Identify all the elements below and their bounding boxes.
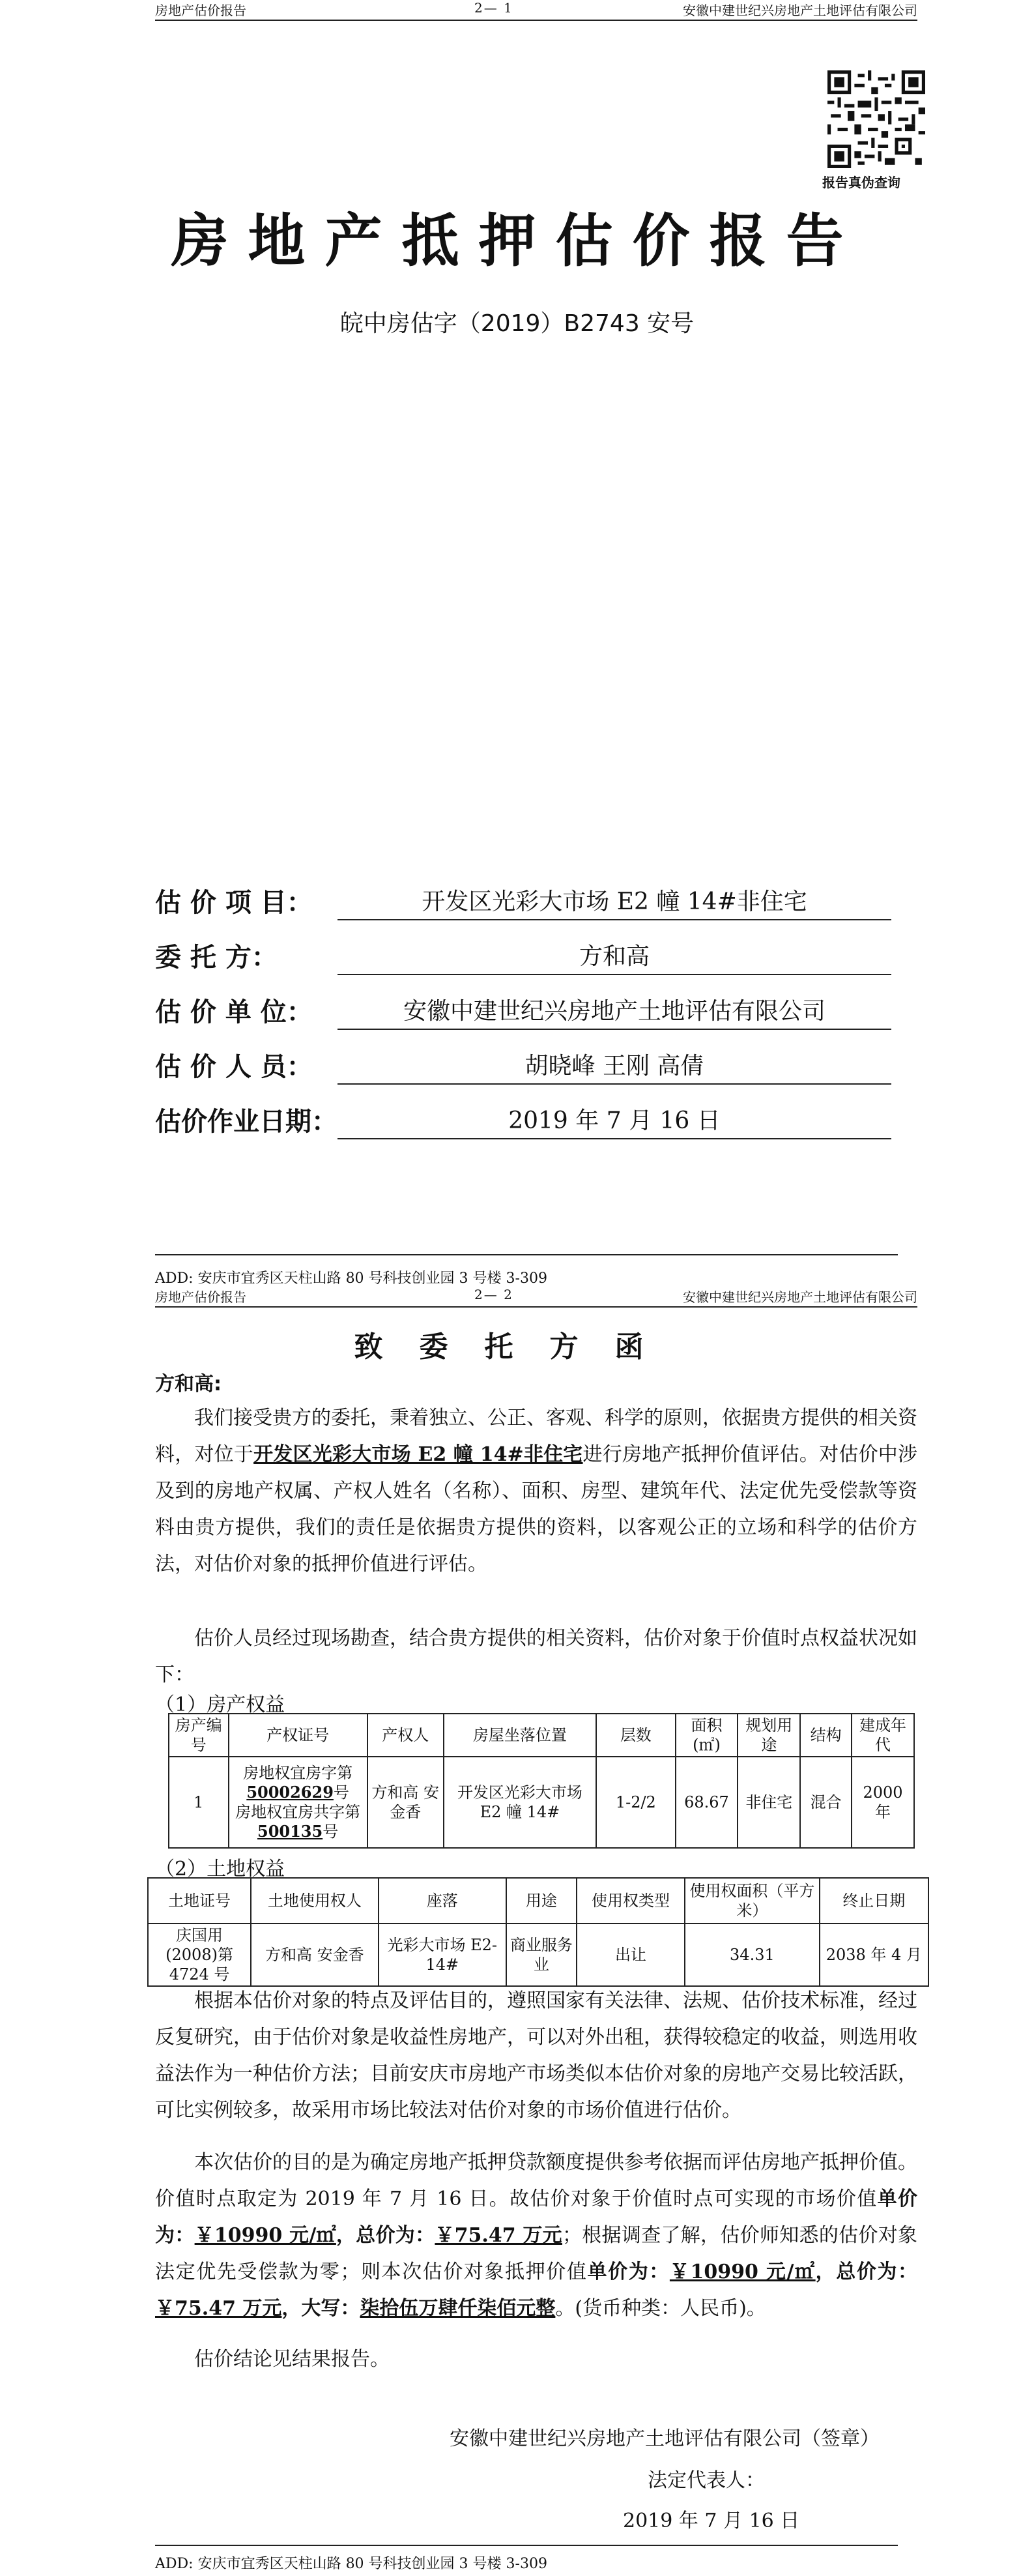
info-value: 开发区光彩大市场 E2 幢 14#非住宅	[422, 888, 807, 915]
table-header: 土地证号	[148, 1878, 251, 1924]
property-name: 开发区光彩大市场 E2 幢 14#非住宅	[253, 1443, 583, 1466]
page2-header	[155, 1287, 917, 1308]
table-header: 规划用途	[738, 1714, 800, 1757]
table-header: 使用权类型	[577, 1878, 685, 1924]
table-header: 用途	[506, 1878, 577, 1924]
table-header: 产权人	[367, 1714, 444, 1757]
signature-date: 2019 年 7 月 16 日	[623, 2510, 800, 2532]
info-row-date	[155, 1103, 891, 1142]
info-value: 方和高	[579, 943, 650, 970]
certificate-cell: 房地权宜房字第50002629号 房地权宜房共字第500135号	[229, 1757, 367, 1848]
info-row-project	[155, 884, 891, 923]
doc-number: 皖中房估字（2019）B2743 安号	[339, 310, 695, 337]
page1-address: ADD: 安庆市宜秀区天柱山路 80 号科技创业园 3 号楼 3-309	[155, 1270, 547, 1287]
header-page-number: 2— 1	[474, 0, 513, 16]
table-header: 层数	[596, 1714, 675, 1757]
report-title: 房地产抵押估价报告	[171, 207, 863, 274]
land-rights-table	[147, 1877, 929, 1987]
table-row: 庆国用(2008)第 4724 号 方和高 安金香 光彩大市场 E2-14# 商业服务业 出让 34.31 2038 年 4 月	[148, 1924, 928, 1986]
table-header: 面积(㎡)	[676, 1714, 738, 1757]
info-value: 胡晓峰 王刚 高倩	[524, 1053, 704, 1079]
footer-divider	[155, 2545, 898, 2546]
header-page-number: 2— 2	[474, 1287, 513, 1302]
table-header: 房产编号	[169, 1714, 229, 1757]
table-header: 座落	[379, 1878, 506, 1924]
salutation: 方和高:	[155, 1373, 222, 1396]
market-total-price: ￥75.47 万元	[435, 2224, 562, 2247]
table-header: 建成年代	[852, 1714, 914, 1757]
info-row-client	[155, 939, 891, 978]
header-right: 安徽中建世纪兴房地产土地评估有限公司	[683, 3, 917, 18]
footer-divider	[155, 1254, 898, 1255]
table-header: 结构	[800, 1714, 852, 1757]
house-rights-table	[168, 1713, 915, 1849]
info-label: 估 价 单 位：	[155, 997, 313, 1027]
signature-company: 安徽中建世纪兴房地产土地评估有限公司（签章）	[450, 2427, 880, 2450]
table-header: 土地使用权人	[251, 1878, 379, 1924]
info-row-appraisers	[155, 1048, 891, 1087]
info-label: 估 价 人 员：	[155, 1052, 313, 1082]
header-left: 房地产估价报告	[155, 1289, 246, 1305]
qr-code-icon[interactable]	[827, 70, 925, 168]
paragraph-3: 根据本估价对象的特点及评估目的，遵照国家有关法律、法规、估价技术标准，经过反复研究，由于估价对象是收益性房地产，可以对外出租，获得较稳定的收益，则选用收益法作为一种估价方法；目前安庆市房地产市场类似本估价对象的房地产交易比较活跃，可比实例较多，故采用市场比较法对估价对象的市场价值进行估价。	[155, 1989, 917, 2122]
mortgage-unit-price: ￥10990 元/㎡	[669, 2261, 816, 2283]
table2-caption: （2）土地权益	[155, 1858, 285, 1881]
info-value: 2019 年 7 月 16 日	[508, 1107, 721, 1134]
qr-caption: 报告真伪查询	[822, 175, 900, 190]
paragraph-2: 估价人员经过现场勘查，结合贵方提供的相关资料，估价对象于价值时点权益状况如下：	[155, 1627, 917, 1686]
paragraph-5: 估价结论见结果报告。	[194, 2348, 390, 2371]
info-value: 安徽中建世纪兴房地产土地评估有限公司	[403, 998, 826, 1025]
info-label: 估价作业日期：	[155, 1107, 337, 1137]
table-header: 产权证号	[229, 1714, 367, 1757]
market-unit-price: ￥10990 元/㎡	[194, 2224, 336, 2247]
table1-caption: （1）房产权益	[155, 1693, 285, 1716]
info-label: 估 价 项 目：	[155, 888, 313, 918]
table-row: 1 房地权宜房字第50002629号 房地权宜房共字第500135号 方和高 安金香 开发区光彩大市场 E2 幢 14# 1-2/2 68.67 非住宅 混合 2000 年	[169, 1757, 914, 1848]
letter-title: 致委托方函	[354, 1330, 680, 1364]
info-label: 委 托 方：	[155, 943, 278, 973]
paragraph-4: 本次估价的目的是为确定房地产抵押贷款额度提供参考依据而评估房地产抵押价值。价值时点取定为 2019 年 7 月 16 日。故估价对象于价值时点可实现的市场价值单价为：￥10990 元/㎡，总价为：￥75.47 万元；根据调查了解，估价师知悉的估价对象法定优先受偿款为零；则本次估价对象抵押价值单价为：￥10990 元/㎡，总价为：￥75.47 万元，大写：柒拾伍万肆仟柒佰元整。(货币种类：人民币)。	[155, 2151, 918, 2320]
paragraph-1: 我们接受贵方的委托，秉着独立、公正、客观、科学的原则，依据贵方提供的相关资料，对位于开发区光彩大市场 E2 幢 14#非住宅进行房地产抵押价值评估。对估价中涉及到的房地产权属、产权人姓名（名称）、面积、房型、建筑年代、法定优先受偿款等资料由贵方提供，我们的责任是依据贵方提供的资料，以客观公正的立场和科学的估价方法，对估价对象的抵押价值进行评估。	[155, 1407, 918, 1575]
info-row-appraiser-company	[155, 993, 891, 1032]
header-left: 房地产估价报告	[155, 3, 246, 18]
page2-address: ADD: 安庆市宜秀区天柱山路 80 号科技创业园 3 号楼 3-309	[155, 2556, 547, 2572]
header-right: 安徽中建世纪兴房地产土地评估有限公司	[683, 1289, 917, 1305]
amount-in-words: 柒拾伍万肆仟柒佰元整	[360, 2297, 556, 2320]
table-header: 使用权面积（平方米）	[685, 1878, 819, 1924]
page1-header	[155, 0, 917, 21]
mortgage-total-price: ￥75.47 万元	[155, 2297, 282, 2320]
signature-representative: 法定代表人：	[648, 2469, 765, 2492]
table-header: 终止日期	[820, 1878, 928, 1924]
table-header: 房屋坐落位置	[444, 1714, 596, 1757]
